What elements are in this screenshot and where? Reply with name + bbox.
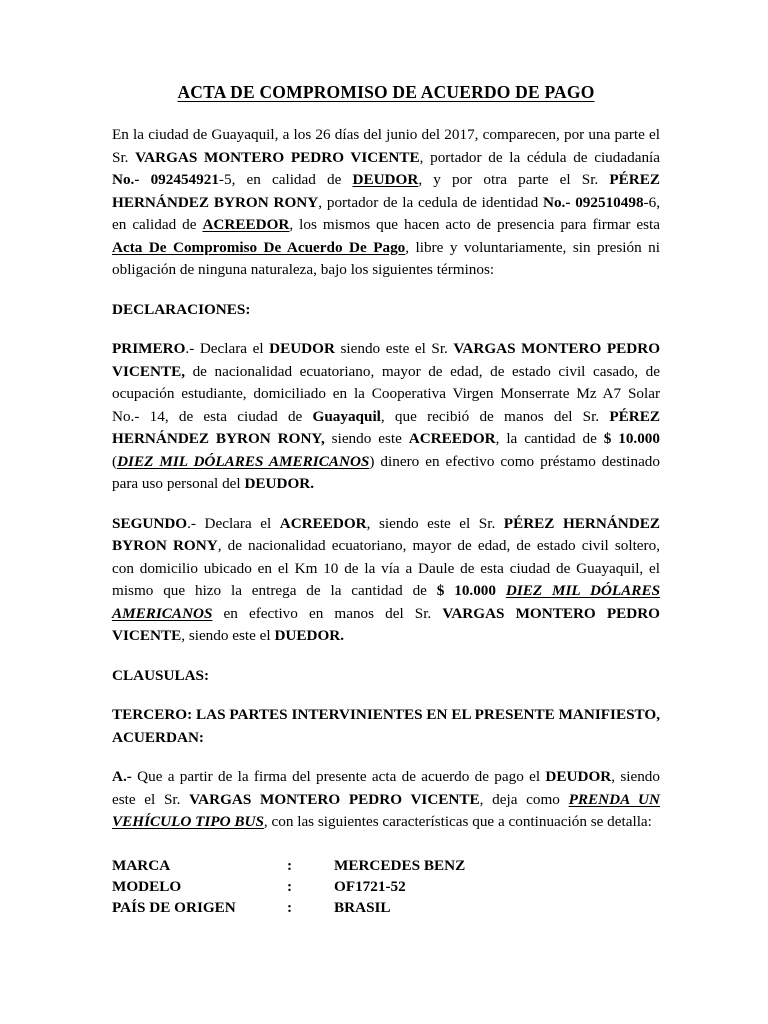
clause-a-text-3: , deja como [479,790,569,808]
segundo-text-1: .- Declara el [187,514,280,532]
clause-a-label: A.- [112,768,132,785]
primero-amount-words: DIEZ MIL DÓLARES AMERICANOS [117,452,370,470]
primero-text-4: , que recibió de manos del Sr. [380,407,610,425]
segundo-text-2: , siendo este el Sr. [366,514,504,532]
spec-label-pais-origen: PAÍS DE ORIGEN [112,898,236,916]
clause-a-collateral: PRENDA UN VEHÍCULO TIPO BUS [112,790,660,830]
segundo-text-5: en efectivo en manos del Sr. [212,604,443,622]
tercero-heading: TERCERO: LAS PARTES INTERVINIENTES EN EL PRESENTE MANIFIESTO, ACUERDAN: [112,706,660,746]
vehicle-spec-table [112,855,465,918]
spec-separator-marca: : [287,856,293,874]
segundo-amount: $ 10.000 [436,582,496,599]
table-row [112,876,465,897]
primero-paragraph [112,338,660,496]
debtor-role: DEUDOR [352,171,419,188]
spec-label-modelo: MODELO [112,877,182,895]
table-row [112,855,465,876]
segundo-text-4 [496,582,506,599]
primero-amount: $ 10.000 [603,430,660,447]
primero-name: VARGAS MONTERO PEDRO VICENTE, [112,340,661,380]
preamble-text-8: , libre y voluntariamente, sin presión ni obligación de ninguna naturaleza, bajo los siguientes términos: [112,238,660,278]
table-row [112,897,465,918]
primero-text-3: de nacionalidad ecuatoriano, mayor de edad, de estado civil casado, de ocupación estudiante, domiciliado en la Cooperativa Virgen Monserrate Mz A7 Solar No.- 14, de esta ciudad de [112,362,660,425]
segundo-role-end: DUEDOR. [274,627,345,644]
agreement-name: Acta De Compromiso De Acuerdo De Pago [112,238,406,256]
spec-value-modelo: OF1721-52 [334,877,406,895]
debtor-name: VARGAS MONTERO PEDRO VICENTE [135,148,420,166]
segundo-amount-words: DIEZ MIL DÓLARES AMERICANOS [112,582,661,622]
spec-separator-pais-origen: : [287,898,293,916]
clause-a-text-4: , con las siguientes características que a continuación se detalla: [263,813,652,830]
clause-a-role: DEUDOR [545,768,612,785]
spec-label-marca: MARCA [112,856,171,874]
page-title-text: ACTA DE COMPROMISO DE ACUERDO DE PAGO [177,82,595,102]
preamble-text-4: , y por otra parte el Sr. [418,171,610,188]
creditor-role: ACREEDOR [202,216,290,233]
preamble-text-6: -6, en calidad de [112,193,661,233]
debtor-id: No.- 092454921 [112,171,219,188]
segundo-paragraph [112,513,660,648]
preamble-text-5: , portador de la cedula de identidad [318,193,543,211]
declaraciones-heading: DECLARACIONES: [112,300,251,318]
segundo-counterparty-name: VARGAS MONTERO PEDRO VICENTE [112,604,660,644]
clause-a-text-1: Que a partir de la firma del presente acta de acuerdo de pago el [131,768,546,785]
clausulas-heading: CLAUSULAS: [112,666,210,684]
segundo-role: ACREEDOR [279,514,367,532]
segundo-text-3: , de nacionalidad ecuatoriano, mayor de edad, de estado civil soltero, con domicilio ubicado en el Km 10 de la vía a Daule de esta ciudad de Guayaquil, el mismo que hizo la entrega de la cantidad de [112,537,660,599]
primero-city: Guayaquil [312,407,381,425]
primero-text-8: ) dinero en efectivo como préstamo destinado para uso personal del [112,452,660,492]
primero-role: DEUDOR [269,340,335,357]
creditor-name: PÉREZ HERNÁNDEZ BYRON RONY [112,171,661,211]
preamble-text-3: -5, en calidad de [218,171,353,188]
clause-a-name: VARGAS MONTERO PEDRO VICENTE [189,790,480,808]
primero-text-1: .- Declara el [185,340,270,357]
spec-value-marca: MERCEDES BENZ [334,856,466,874]
preamble-text-2: , portador de la cédula de ciudadanía [419,148,660,166]
primero-text-7: ( [112,452,118,470]
primero-role-end: DEUDOR. [244,475,315,492]
segundo-text-6: , siendo este el [181,627,275,644]
spec-separator-modelo: : [287,877,293,895]
primero-text-5: siendo este [324,430,409,447]
preamble-paragraph [112,124,660,282]
page-title [112,82,660,103]
primero-counterparty-role: ACREEDOR [408,430,496,447]
preamble-text-1: En la ciudad de Guayaquil, a los 26 días del junio del 2017, comparecen, por una parte el Sr. [112,126,660,166]
primero-text-2: siendo este el Sr. [334,340,454,357]
preamble-text-7: , los mismos que hacen acto de presencia para firmar esta [289,216,660,233]
creditor-id: No.- 092510498 [542,193,644,211]
document-body [112,82,660,918]
clause-a-paragraph [112,766,660,834]
spec-value-pais-origen: BRASIL [334,898,391,916]
primero-counterparty-name: PÉREZ HERNÁNDEZ BYRON RONY, [112,407,660,447]
primero-label: PRIMERO [112,340,186,357]
segundo-name: PÉREZ HERNÁNDEZ BYRON RONY [112,514,661,554]
segundo-label: SEGUNDO [112,514,188,532]
primero-text-6: , la cantidad de [495,430,604,447]
vehicle-spec-body [112,855,465,918]
clause-a-text-2: , siendo este el Sr. [112,768,660,808]
